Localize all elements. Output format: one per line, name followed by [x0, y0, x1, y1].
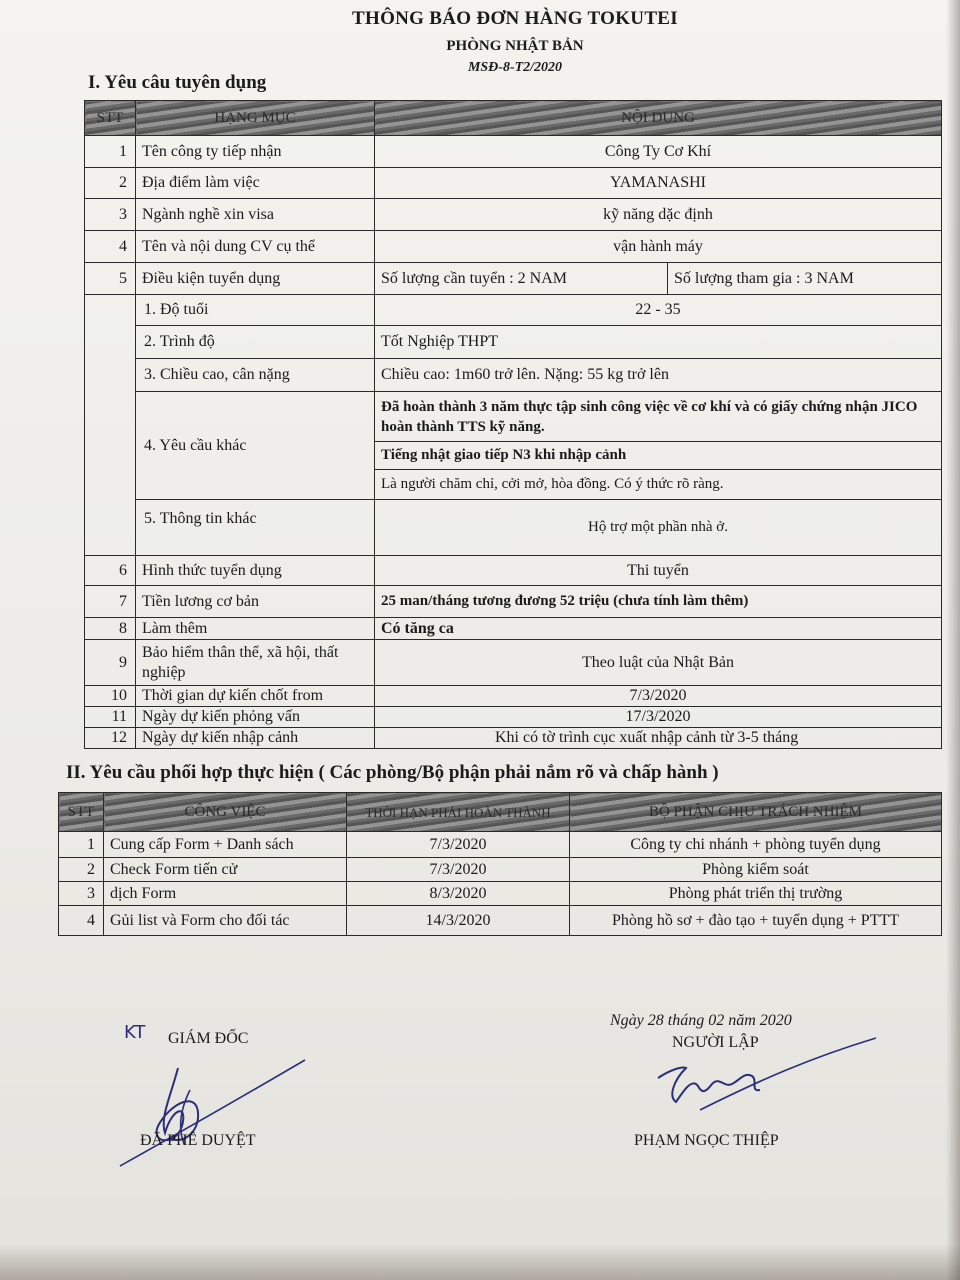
row-deadline: 14/3/2020: [347, 906, 570, 936]
row-task: Gủi list và Form cho đối tác: [104, 906, 347, 936]
row-value: Chiều cao: 1m60 trở lên. Nặng: 55 kg trở lên: [375, 359, 942, 392]
table-row: [85, 640, 942, 686]
director-signature: [110, 1048, 310, 1178]
row-deadline: 7/3/2020: [347, 832, 570, 858]
row-value: Có tăng ca: [375, 618, 942, 640]
row-value: Hộ trợ một phần nhà ở.: [375, 500, 942, 556]
col-header-stt: STT: [85, 101, 136, 136]
preparer-title: NGƯỜI LẬP: [672, 1034, 759, 1051]
recruitment-table: [84, 100, 942, 749]
table-row: [59, 832, 942, 858]
row-item: Ngành nghề xin visa: [136, 199, 375, 231]
col-header-item: HẠNG MỤC: [136, 101, 375, 136]
col-header-stt: STT: [59, 793, 104, 832]
row-stt: 2: [85, 168, 136, 199]
row-value: Công Ty Cơ Khí: [375, 136, 942, 168]
table-row: [59, 858, 942, 882]
row-item: Làm thêm: [136, 618, 375, 640]
row-value: 17/3/2020: [375, 707, 942, 728]
table-header-row: [59, 793, 942, 832]
director-title: GIÁM ĐỐC: [168, 1030, 249, 1047]
row-stt: 4: [85, 231, 136, 263]
row-stt: 3: [59, 882, 104, 906]
col-header-owner: BỘ PHẬN CHỊU TRÁCH NHIỆM: [570, 793, 942, 832]
row-stt: 3: [85, 199, 136, 231]
row-owner: Công ty chi nhánh + phòng tuyển dụng: [570, 832, 942, 858]
approval-status: ĐÃ PHÊ DUYỆT: [140, 1132, 256, 1149]
stt-blank: [85, 295, 136, 556]
table-row: [85, 686, 942, 707]
table-row: [85, 136, 942, 168]
row-stt: 2: [59, 858, 104, 882]
row-stt: 7: [85, 586, 136, 618]
row-stt: 10: [85, 686, 136, 707]
row-value: 22 - 35: [375, 295, 942, 326]
row-owner: Phòng phát triển thị trường: [570, 882, 942, 906]
row-value: Đã hoàn thành 3 năm thực tập sinh công việc về cơ khí và có giấy chứng nhận JICO hoàn thành TTS kỹ năng.: [375, 392, 942, 442]
row-item: 1. Độ tuổi: [136, 295, 375, 326]
table-row: [85, 231, 942, 263]
preparer-signature: [640, 1030, 880, 1120]
row-value: 7/3/2020: [375, 686, 942, 707]
row-stt: 12: [85, 728, 136, 749]
row-item: Tên công ty tiếp nhận: [136, 136, 375, 168]
table-row: [59, 882, 942, 906]
table-row: [85, 586, 942, 618]
row-stt: 6: [85, 556, 136, 586]
row-task: Cung cấp Form + Danh sách: [104, 832, 347, 858]
row-item: Thời gian dự kiến chốt from: [136, 686, 375, 707]
row-value: YAMANASHI: [375, 168, 942, 199]
row-item: Địa điểm làm việc: [136, 168, 375, 199]
row-value: Thi tuyển: [375, 556, 942, 586]
row-value-required: Số lượng cần tuyển : 2 NAM: [375, 263, 668, 295]
signature-prefix: KT: [124, 1022, 146, 1043]
section-1-heading: I. Yêu câu tuyên dụng: [88, 72, 267, 93]
row-value: Theo luật của Nhật Bản: [375, 640, 942, 686]
row-value: 25 man/tháng tương đương 52 triệu (chưa tính làm thêm): [375, 586, 942, 618]
document-code: MSĐ-8-T2/2020: [467, 60, 563, 75]
document-title: THÔNG BÁO ĐƠN HÀNG TOKUTEI: [352, 8, 678, 29]
coordination-table: [58, 792, 942, 936]
row-item: 5. Thông tin khác: [136, 500, 375, 556]
row-value: vận hành máy: [375, 231, 942, 263]
table-row: [85, 168, 942, 199]
table-row: [85, 618, 942, 640]
table-row: [85, 707, 942, 728]
table-row: [85, 728, 942, 749]
table-row: [85, 556, 942, 586]
table-row: [85, 295, 942, 326]
row-item: Điều kiện tuyển dụng: [136, 263, 375, 295]
row-stt: 9: [85, 640, 136, 686]
row-item: 4. Yêu cầu khác: [136, 392, 375, 500]
table-row: [85, 392, 942, 442]
col-header-content: NỘI DUNG: [375, 101, 942, 136]
row-item: Bảo hiểm thân thể, xã hội, thất nghiệp: [136, 640, 375, 686]
row-value: kỹ năng dặc định: [375, 199, 942, 231]
row-item: Tiền lương cơ bản: [136, 586, 375, 618]
row-value: Tốt Nghiệp THPT: [375, 326, 942, 359]
row-item: Ngày dự kiến phỏng vấn: [136, 707, 375, 728]
row-item: Ngày dự kiến nhập cảnh: [136, 728, 375, 749]
table-row: [85, 263, 942, 295]
preparer-name: PHẠM NGỌC THIỆP: [634, 1132, 779, 1149]
row-item: Tên và nội dung CV cụ thể: [136, 231, 375, 263]
row-owner: Phòng kiểm soát: [570, 858, 942, 882]
table-row: [85, 359, 942, 392]
page-shadow-bottom: [0, 1244, 960, 1280]
row-stt: 11: [85, 707, 136, 728]
row-stt: 1: [59, 832, 104, 858]
row-task: dịch Form: [104, 882, 347, 906]
row-item: 3. Chiều cao, cân nặng: [136, 359, 375, 392]
table-row: [85, 326, 942, 359]
row-item: Hình thức tuyển dụng: [136, 556, 375, 586]
row-item: 2. Trình độ: [136, 326, 375, 359]
signed-date: Ngày 28 tháng 02 năm 2020: [610, 1012, 792, 1029]
row-stt: 1: [85, 136, 136, 168]
row-value: Khi có tờ trình cục xuất nhập cảnh từ 3-5 tháng: [375, 728, 942, 749]
row-stt: 4: [59, 906, 104, 936]
col-header-task: CÔNG VIỆC: [104, 793, 347, 832]
row-stt: 8: [85, 618, 136, 640]
page-shadow: [946, 0, 960, 1280]
col-header-deadline: THỜI HẠN PHẢI HOÀN THÀNH: [347, 793, 570, 832]
row-deadline: 8/3/2020: [347, 882, 570, 906]
section-2-heading: II. Yêu cầu phối hợp thực hiện ( Các phòng/Bộ phận phải nắm rõ và chấp hành ): [66, 762, 719, 783]
row-value: Tiếng nhật giao tiếp N3 khi nhập cảnh: [375, 442, 942, 470]
row-value: Là người chăm chỉ, cởi mở, hòa đồng. Có ý thức rõ ràng.: [375, 470, 942, 500]
row-deadline: 7/3/2020: [347, 858, 570, 882]
table-row: [59, 906, 942, 936]
department-title: PHÒNG NHẬT BẢN: [446, 38, 584, 54]
row-task: Check Form tiến cử: [104, 858, 347, 882]
table-row: [85, 500, 942, 556]
table-row: [85, 199, 942, 231]
table-header-row: [85, 101, 942, 136]
row-value-participants: Số lượng tham gia : 3 NAM: [668, 263, 942, 295]
row-owner: Phòng hồ sơ + đào tạo + tuyển dụng + PTTT: [570, 906, 942, 936]
row-stt: 5: [85, 263, 136, 295]
